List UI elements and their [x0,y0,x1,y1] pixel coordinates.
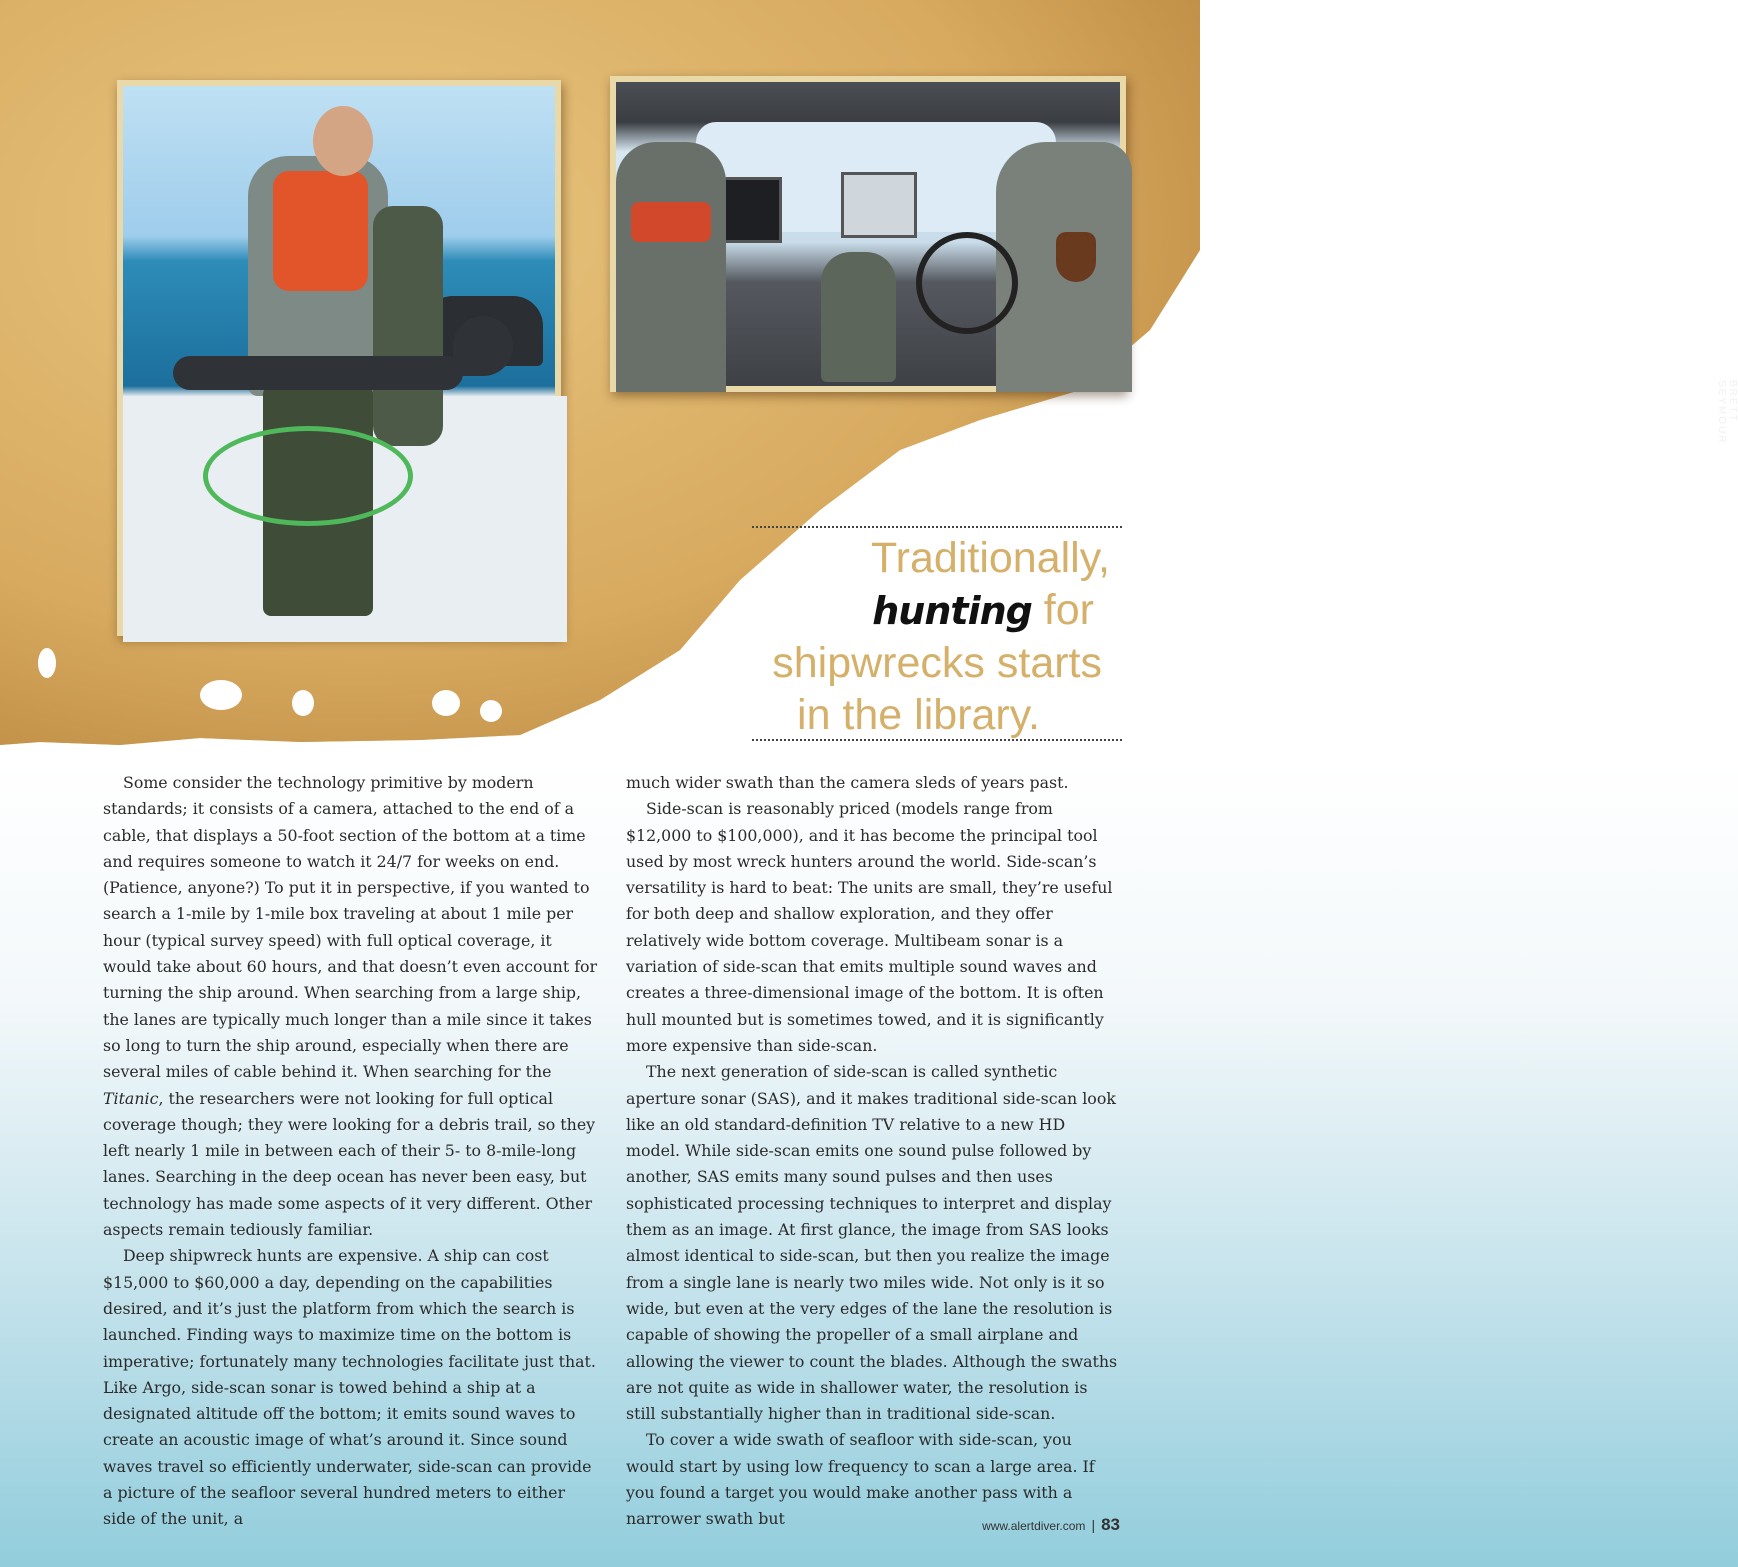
pull-quote-rule-bottom [752,739,1122,741]
ranger-below [821,252,896,382]
pull-quote-line [740,584,1120,637]
page-footer [960,1515,1120,1535]
pull-quote-line: in the library. [797,691,1040,739]
pull-quote-line: shipwrecks starts [772,639,1102,687]
body-paragraph: To cover a wide swath of seafloor with side-scan, you would start by using low frequency to scan a large area. If you found a target you would make another pass with a narrower swath but [626,1430,1095,1529]
body-paragraph: Deep shipwreck hunts are expensive. A ship can cost $15,000 to $60,000 a day, depending on the capabilities desired, and it’s just the platform from which the search is launched. Finding ways to maximize time on the bottom is imperative; fortunately many technologies facilitate just that. Like Argo, side-scan sonar is towed behind a ship at a designated altitude off the bottom; it emits sound waves to create an acoustic image of what’s around it. Since sound waves travel so efficiently underwater, side-scan can provide a picture of the seafloor several hundred meters to either side of the unit, a [103,1246,596,1529]
monitor-center [841,172,917,238]
pull-quote-rule-top [752,526,1122,528]
footer-url[interactable]: www.alertdiver.com [982,1519,1086,1533]
burn-hole [200,680,242,710]
photo-boat-cabin [610,76,1738,445]
towfish-fin [453,316,513,376]
footer-separator: | [1091,1517,1096,1533]
steering-wheel [916,232,1018,334]
body-paragraph: The next generation of side-scan is called synthetic aperture sonar (SAS), and it makes traditional side-scan look like an old standard-definition TV relative to a new HD model. While side-scan emits one sound pulse followed by another, SAS emits many sound pulses and then uses sophisticated processing techniques to interpret and display them as an image. At first glance, the image from SAS looks almost identical to side-scan, but then you realize the image from a single lane is nearly two miles wide. Not only is it so wide, but even at the very edges of the lane the resolution is capable of showing the propeller of a small airplane and allowing the viewer to count the blades. Although the swaths are not quite as wide in shallower water, the resolution is still substantially higher than in traditional side-scan. [626,1062,1118,1424]
ranger-head [313,106,373,176]
body-paragraph: Side-scan is reasonably priced (models range from $12,000 to $100,000), and it has become the principal tool used by most wreck hunters around the world. Side-scan’s versatility is hard to beat: The units are small, they’re useful for both deep and shallow exploration, and they offer relatively wide bottom coverage. Multibeam sonar is a variation of side-scan that emits multiple sound waves and creates a three-dimensional image of the bottom. It is often hull mounted but is sometimes towed, and it is significantly more expensive than side-scan. [626,799,1113,1055]
ship-name: Titanic [103,1088,159,1108]
burn-hole [292,690,314,716]
sonar-towfish [173,356,463,390]
photo-credit: BRETT SEYMOUR [1716,380,1738,445]
body-paragraph [103,770,599,1243]
photo-rangers-with-sonar [117,80,561,636]
body-column-right [626,770,1122,1533]
body-paragraph: much wider swath than the camera sleds of years past. [626,773,1069,792]
pull-quote-line: Traditionally, [871,534,1110,582]
page-number: 83 [1101,1515,1120,1534]
body-text: , the researchers were not looking for full optical coverage though; they were looking for a debris trail, so they left nearly 1 mile in between each of their 5- to 8-mile-long lanes. Searching in the deep ocean has never been easy, but technology has made some aspects of it very different. Other aspects remain tediously familiar. [103,1088,596,1240]
ranger-left-vest [631,202,711,242]
life-vest [273,171,368,291]
green-cable [203,426,413,526]
burn-hole [480,700,502,722]
pull-quote-emphasis: hunting [872,589,1032,633]
body-text: Some consider the technology primitive by modern standards; it consists of a camera, attached to the end of a cable, that displays a 50-foot section of the bottom at a time and requires someone to watch it 24/7 for weeks on end. (Patience, anyone?) To put it in perspective, if you wanted to search a 1-mile by 1-mile box traveling at about 1 mile per hour (typical survey speed) with full optical coverage, it would take about 60 hours, and that doesn’t even account for turning the ship around. When searching from a large ship, the lanes are typically much longer than a mile since it takes so long to turn the ship around, especially when there are several miles of cable behind it. When searching for the [103,773,598,1082]
body-column-left [103,770,599,1533]
ranger-left [616,142,726,392]
nps-patch [1056,232,1096,282]
second-ranger [373,206,443,446]
pull-quote [740,532,1120,741]
pull-quote-text: for [1031,586,1094,634]
burn-hole [432,690,460,716]
burn-hole [38,648,56,678]
